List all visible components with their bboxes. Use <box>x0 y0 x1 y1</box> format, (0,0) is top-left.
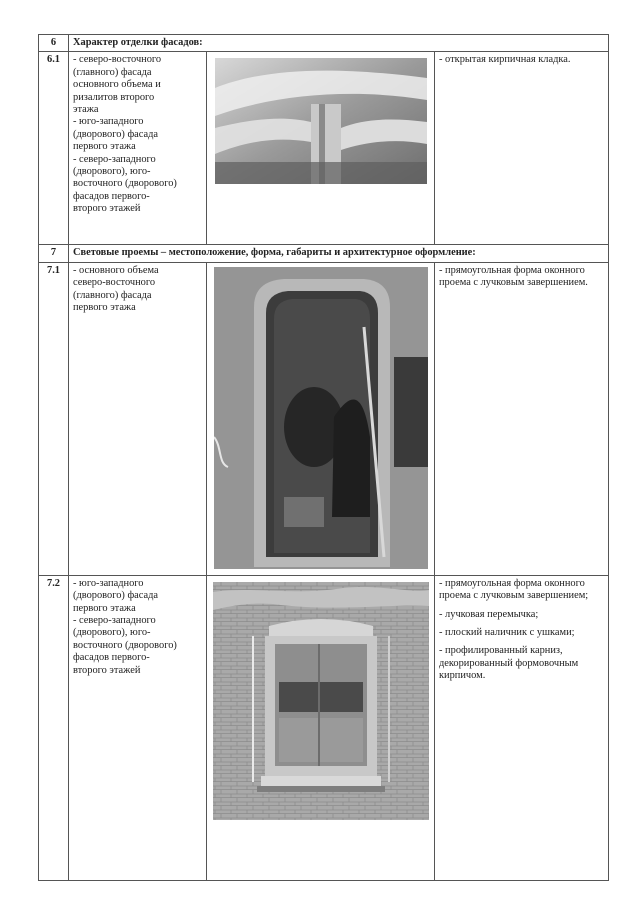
location-line: этажа <box>73 104 99 116</box>
location-line: (дворового) фасада <box>73 590 159 602</box>
location-line: - основного объема <box>73 264 159 276</box>
row-7-2 <box>39 575 609 880</box>
location-line: (дворового) фасада <box>73 128 159 140</box>
description-item: - прямоугольная форма оконного проема с лучковым завершением. <box>439 264 588 289</box>
description-item: - плоский наличник с ушками; <box>439 627 575 639</box>
window-main-facade-photo <box>214 267 428 569</box>
location-line: первого этажа <box>73 302 136 314</box>
location-line: - юго-западного <box>73 116 144 128</box>
row-7-2-location <box>69 575 207 880</box>
row-6-1 <box>39 52 609 245</box>
location-line: первого этажа <box>73 602 136 614</box>
row-7-1-number: 7.1 <box>39 262 69 575</box>
row-6-1-number: 6.1 <box>39 52 69 245</box>
row-6-1-location <box>69 52 207 245</box>
location-line: (главного) фасада <box>73 289 152 301</box>
section-6-number: 6 <box>39 35 69 52</box>
location-line: - северо-западного <box>73 615 156 627</box>
location-line: основного объема и <box>73 79 161 91</box>
location-line: - юго-западного <box>73 577 144 589</box>
location-line: второго этажей <box>73 664 141 676</box>
location-line: северо-восточного <box>73 277 156 289</box>
location-line: - северо-восточного <box>73 54 162 66</box>
description-item: - прямоугольная форма оконного проема с лучковым завершением; <box>439 577 589 602</box>
location-line: - северо-западного <box>73 153 156 165</box>
row-7-1-description <box>435 262 609 575</box>
location-line: (дворового), юго- <box>73 627 151 639</box>
section-7-number: 7 <box>39 245 69 262</box>
location-line: (главного) фасада <box>73 66 152 78</box>
location-line: (дворового), юго- <box>73 166 151 178</box>
facade-table <box>38 34 609 881</box>
row-6-1-photo-cell <box>207 52 435 245</box>
description-item: - профилированный карниз, декорированный формовочным кирпичом. <box>439 645 579 682</box>
description-item: - лучковая перемычка; <box>439 608 539 620</box>
row-7-1 <box>39 262 609 575</box>
row-7-2-photo-cell <box>207 575 435 880</box>
section-7-header-row <box>39 245 609 262</box>
row-7-1-photo-cell <box>207 262 435 575</box>
section-6-title: Характер отделки фасадов: <box>69 35 609 52</box>
facade-brickwork-photo <box>215 58 427 184</box>
location-line: восточного (дворового) <box>73 639 177 651</box>
section-6-header-row <box>39 35 609 52</box>
window-courtyard-facade-photo <box>213 582 429 820</box>
location-line: восточного (дворового) <box>73 178 177 190</box>
location-line: первого этажа <box>73 141 136 153</box>
location-line: фасадов первого- <box>73 190 150 202</box>
row-7-2-description <box>435 575 609 880</box>
location-line: второго этажей <box>73 203 141 215</box>
row-7-1-location <box>69 262 207 575</box>
row-6-1-description: - открытая кирпичная кладка. <box>435 52 609 245</box>
location-line: фасадов первого- <box>73 652 150 664</box>
location-line: ризалитов второго <box>73 91 155 103</box>
row-7-2-number: 7.2 <box>39 575 69 880</box>
section-7-title: Световые проемы – местоположение, форма, габариты и архитектурное оформление: <box>69 245 609 262</box>
